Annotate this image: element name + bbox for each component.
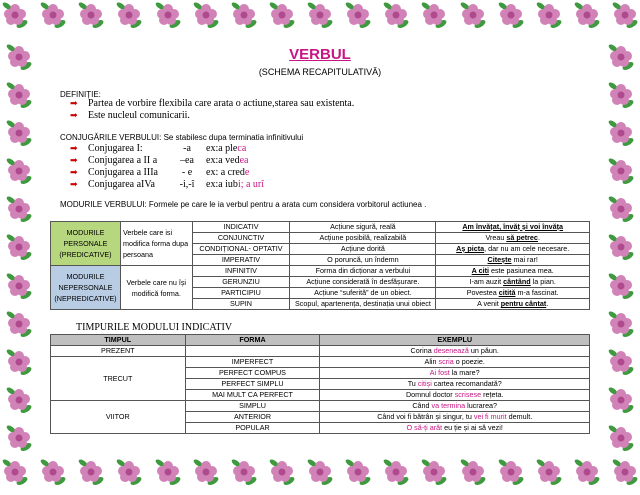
tenses-table <box>50 334 590 434</box>
mood-name: GERUNZIU <box>192 277 290 288</box>
tense-group: PREZENT <box>51 346 186 357</box>
moods-table <box>50 221 590 310</box>
arrow-icon: ➡ <box>70 110 78 120</box>
border-right <box>602 38 640 457</box>
flower-icon <box>229 0 259 30</box>
flower-icon <box>114 457 144 487</box>
flower-icon <box>606 156 636 186</box>
arrow-icon: ➡ <box>70 98 78 108</box>
tense-example: Tu citiși cartea recomandată? <box>320 379 590 390</box>
tense-row <box>51 346 590 357</box>
flower-icon <box>4 118 34 148</box>
tense-form: ANTERIOR <box>185 412 320 423</box>
definition-heading: DEFINIȚIE: <box>60 90 101 99</box>
tenses-header-row <box>51 335 590 346</box>
conjugation-item: ➡ Conjugarea a II a –ea ex:a vedea <box>70 155 249 166</box>
tense-row <box>51 401 590 412</box>
flower-icon <box>305 0 335 30</box>
mood-meaning: Acțiune sigură, reală <box>290 222 436 233</box>
flower-icon <box>606 347 636 377</box>
flower-icon <box>458 0 488 30</box>
tense-row <box>51 357 590 368</box>
tense-group: VIITOR <box>51 401 186 434</box>
border-left <box>0 38 38 457</box>
flower-icon <box>191 0 221 30</box>
flower-icon <box>191 457 221 487</box>
tense-group: TRECUT <box>51 357 186 401</box>
border-top <box>0 0 640 38</box>
conjugation-item: ➡ Conjugarea I: -a ex:a pleca <box>70 143 247 154</box>
arrow-icon: ➡ <box>70 167 78 177</box>
flower-icon <box>4 194 34 224</box>
flower-icon <box>606 271 636 301</box>
mood-meaning: O poruncă, un îndemn <box>290 255 436 266</box>
tense-example: Domnul doctor scrisese rețeta. <box>320 390 590 401</box>
flower-icon <box>38 0 68 30</box>
flower-icon <box>606 232 636 262</box>
tense-form: PERFECT SIMPLU <box>185 379 320 390</box>
flower-icon <box>153 457 183 487</box>
flower-icon <box>4 80 34 110</box>
tense-form: PERFECT COMPUS <box>185 368 320 379</box>
personal-moods-desc: Verbele care isi modifica forma dupa persoana <box>120 222 192 266</box>
flower-icon <box>606 194 636 224</box>
flower-icon <box>343 0 373 30</box>
border-bottom <box>0 457 640 495</box>
tenses-header: TIMPUL <box>51 335 186 346</box>
arrow-icon: ➡ <box>70 155 78 165</box>
flower-icon <box>606 385 636 415</box>
flower-icon <box>4 385 34 415</box>
impersonal-moods-label: MODURILE NEPERSONALE (NEPREDICATIVE) <box>51 266 121 310</box>
personal-moods-label: MODURILE PERSONALE (PREDICATIVE) <box>51 222 121 266</box>
arrow-icon: ➡ <box>70 143 78 153</box>
moods-heading: MODURILE VERBULUI: Formele pe care le ia verbul pentru a arata cum considera vorbitorul actiunea . <box>60 200 427 209</box>
flower-icon <box>606 423 636 453</box>
impersonal-moods-desc: Verbele care nu își modifică forma. <box>120 266 192 310</box>
tense-form: IMPERFECT <box>185 357 320 368</box>
mood-meaning: Acțiune posibilă, realizabilă <box>290 233 436 244</box>
flower-icon <box>305 457 335 487</box>
flower-icon <box>496 457 526 487</box>
tense-example: Alin scria o poezie. <box>320 357 590 368</box>
flower-icon <box>267 0 297 30</box>
flower-icon <box>76 0 106 30</box>
conjugations-heading: CONJUGĂRILE VERBULUI: Se stabilesc dupa terminatia infinitivului <box>60 133 304 142</box>
flower-icon <box>4 423 34 453</box>
flower-icon <box>534 457 564 487</box>
conjugation-item: ➡ Conjugarea a IIIa - e ex: a crede <box>70 167 250 178</box>
flower-icon <box>0 0 30 30</box>
tense-example: Când voi fi bătrân și singur, tu vei fi murit demult. <box>320 412 590 423</box>
flower-icon <box>496 0 526 30</box>
mood-name: PARTICIPIU <box>192 288 290 299</box>
flower-icon <box>4 271 34 301</box>
mood-example: Am învățat, învăț și voi învăța <box>436 222 590 233</box>
mood-name: IMPERATIV <box>192 255 290 266</box>
tense-example: Ai fost la mare? <box>320 368 590 379</box>
mood-meaning: Acțiune dorită <box>290 244 436 255</box>
flower-icon <box>419 457 449 487</box>
mood-meaning: Acțiune considerată în desfășurare. <box>290 277 436 288</box>
flower-icon <box>229 457 259 487</box>
flower-icon <box>267 457 297 487</box>
mood-row <box>51 266 590 277</box>
mood-row <box>51 222 590 233</box>
page-subtitle: (SCHEMA RECAPITULATIVĂ) <box>258 67 382 77</box>
flower-icon <box>153 0 183 30</box>
conjugation-item: ➡ Conjugarea aIVa -i,-î ex:a iubi; a urî <box>70 179 265 190</box>
mood-example: Vreau să petrec. <box>436 233 590 244</box>
worksheet <box>40 38 600 457</box>
tense-example: Când va termina lucrarea? <box>320 401 590 412</box>
tenses-header: FORMA <box>185 335 320 346</box>
flower-icon <box>381 0 411 30</box>
tense-form: MAI MULT CA PERFECT <box>185 390 320 401</box>
mood-example: Citește mai rar! <box>436 255 590 266</box>
flower-icon <box>610 457 640 487</box>
flower-icon <box>606 309 636 339</box>
mood-meaning: Forma din dicționar a verbului <box>290 266 436 277</box>
flower-icon <box>419 0 449 30</box>
flower-icon <box>572 0 602 30</box>
mood-name: SUPIN <box>192 299 290 310</box>
arrow-icon: ➡ <box>70 179 78 189</box>
page-title: VERBUL <box>289 46 351 63</box>
flower-icon <box>606 118 636 148</box>
tenses-header: EXEMPLU <box>320 335 590 346</box>
mood-meaning: Scopul, apartenența, destinația unui obiect <box>290 299 436 310</box>
mood-example: A citi este pasiunea mea. <box>436 266 590 277</box>
flower-icon <box>4 347 34 377</box>
flower-icon <box>4 309 34 339</box>
tense-form <box>185 346 320 357</box>
flower-icon <box>4 232 34 262</box>
tense-form: POPULAR <box>185 423 320 434</box>
tense-example: O să-ți arăt eu ție și ai să vezi! <box>320 423 590 434</box>
flower-icon <box>572 457 602 487</box>
mood-meaning: Acțiune “suferită” de un obiect. <box>290 288 436 299</box>
flower-icon <box>606 42 636 72</box>
flower-icon <box>610 0 640 30</box>
flower-icon <box>606 80 636 110</box>
tense-form: SIMPLU <box>185 401 320 412</box>
mood-example: Aș picta, dar nu am cele necesare. <box>436 244 590 255</box>
flower-icon <box>4 156 34 186</box>
mood-name: INFINITIV <box>192 266 290 277</box>
flower-icon <box>4 42 34 72</box>
flower-icon <box>0 457 30 487</box>
definition-item: ➡ Partea de vorbire flexibila care arata o actiune,starea sau existenta. <box>70 98 355 109</box>
mood-name: INDICATIV <box>192 222 290 233</box>
tenses-heading: TIMPURILE MODULUI INDICATIV <box>76 322 233 333</box>
flower-icon <box>534 0 564 30</box>
flower-icon <box>343 457 373 487</box>
mood-example: I-am auzit cântând la pian. <box>436 277 590 288</box>
mood-name: CONJUNCTIV <box>192 233 290 244</box>
flower-icon <box>38 457 68 487</box>
definition-item: ➡ Este nucleul comunicarii. <box>70 110 190 121</box>
mood-example: Povestea citită m-a fascinat. <box>436 288 590 299</box>
tense-example: Corina desenează un păun. <box>320 346 590 357</box>
flower-icon <box>114 0 144 30</box>
mood-name: CONDIȚIONAL- OPTATIV <box>192 244 290 255</box>
flower-icon <box>76 457 106 487</box>
mood-example: A venit pentru cântat. <box>436 299 590 310</box>
flower-icon <box>381 457 411 487</box>
flower-icon <box>458 457 488 487</box>
